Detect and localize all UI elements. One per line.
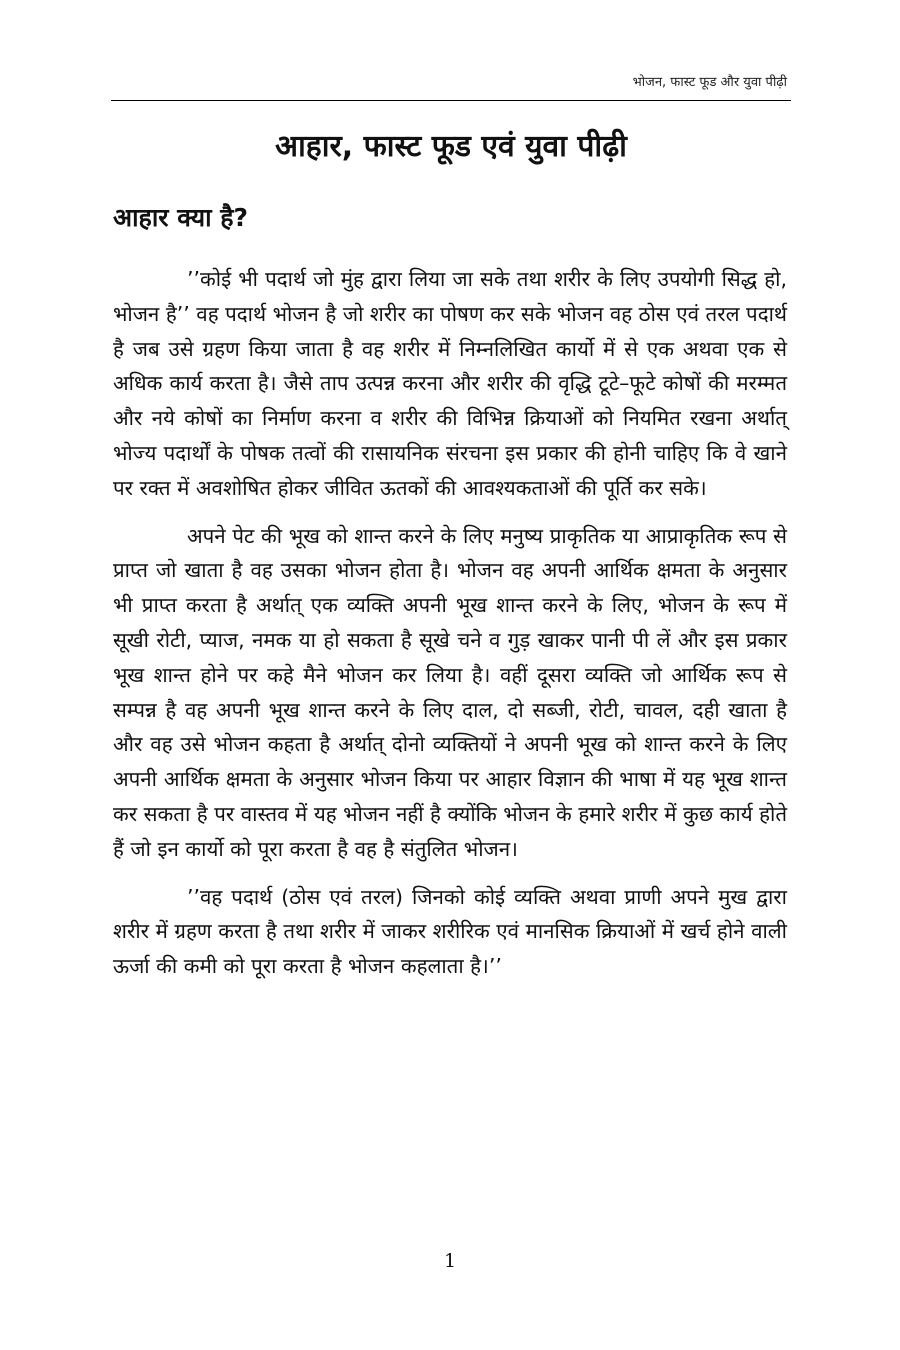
chapter-title: आहार, फास्ट फूड एवं युवा पीढ़ी bbox=[275, 129, 627, 164]
paragraph: अपने पेट की भूख को शान्त करने के लिए मनुष्य प्राकृतिक या आप्राकृतिक रूप से प्राप्त जो खाता है वह उसका भोजन होता है। भोजन वह अपनी आर्थिक क्षमता के अनुसार भी प्राप्त करता है अर्थात् एक व्यक्ति अपनी भूख शान्त करने के लिए, भोजन के रूप में सूखी रोटी, प्याज, नमक या हो सकता है सूखे चने व गुड़ खाकर पानी पी लें और इस प्रकार भूख शान्त होने पर कहे मैने भोजन कर लिया है। वहीं दूसरा व्यक्ति जो आर्थिक रूप से सम्पन्न है वह अपनी भूख शान्त करने के लिए दाल, दो सब्जी, रोटी, चावल, दही खाता है और वह उसे भोजन कहता है अर्थात् दोनो व्यक्तियों ने अपनी भूख को शान्त करने के लिए अपनी आर्थिक क्षमता के अनुसार भोजन किया पर आहार विज्ञान की भाषा में यह भूख शान्त कर सकता है पर वास्तव में यह भोजन नहीं है क्योंकि भोजन के हमारे शरीर में कुछ कार्य होते हैं जो इन कार्यो को पूरा करता है वह है संतुलित भोजन। bbox=[113, 523, 787, 861]
paragraph: ’’कोई भी पदार्थ जो मुंह द्वारा लिया जा सके तथा शरीर के लिए उपयोगी सिद्ध हो, भोजन है’’ वह पदार्थ भोजन है जो शरीर का पोषण कर सके भोजन वह ठोस एवं तरल पदार्थ है जब उसे ग्रहण किया जाता है वह शरीर में निम्नलिखित कार्यो में से एक अथवा एक से अधिक कार्य करता है। जैसे ताप उत्पन्न करना और शरीर की वृद्धि टूटे–फूटे कोषों की मरम्मत और नये कोषों का निर्माण करना व शरीर की विभिन्न क्रियाओं को नियमित रखना अर्थात् भोज्य पदार्थों के पोषक तत्वों की रासायनिक संरचना इस प्रकार की होनी चाहिए कि वे खाने पर रक्त में अवशोषित होकर जीवित ऊतकों की आवश्यकताओं की पूर्ति कर सके। bbox=[113, 267, 787, 500]
page-number: 1 bbox=[443, 1250, 457, 1272]
section-heading: आहार क्या है? bbox=[113, 203, 249, 232]
running-header: भोजन, फास्ट फूड और युवा पीढ़ी bbox=[632, 75, 787, 90]
paragraph: ’’वह पदार्थ (ठोस एवं तरल) जिनको कोई व्यक्ति अथवा प्राणी अपने मुख द्वारा शरीर में ग्रहण करता है तथा शरीर में जाकर शरीरिक एवं मानसिक क्रियाओं में खर्च होने वाली ऊर्जा की कमी को पूरा करता है भोजन कहलाता है।’’ bbox=[113, 884, 787, 979]
body-text bbox=[113, 262, 787, 997]
header-divider bbox=[111, 100, 791, 101]
